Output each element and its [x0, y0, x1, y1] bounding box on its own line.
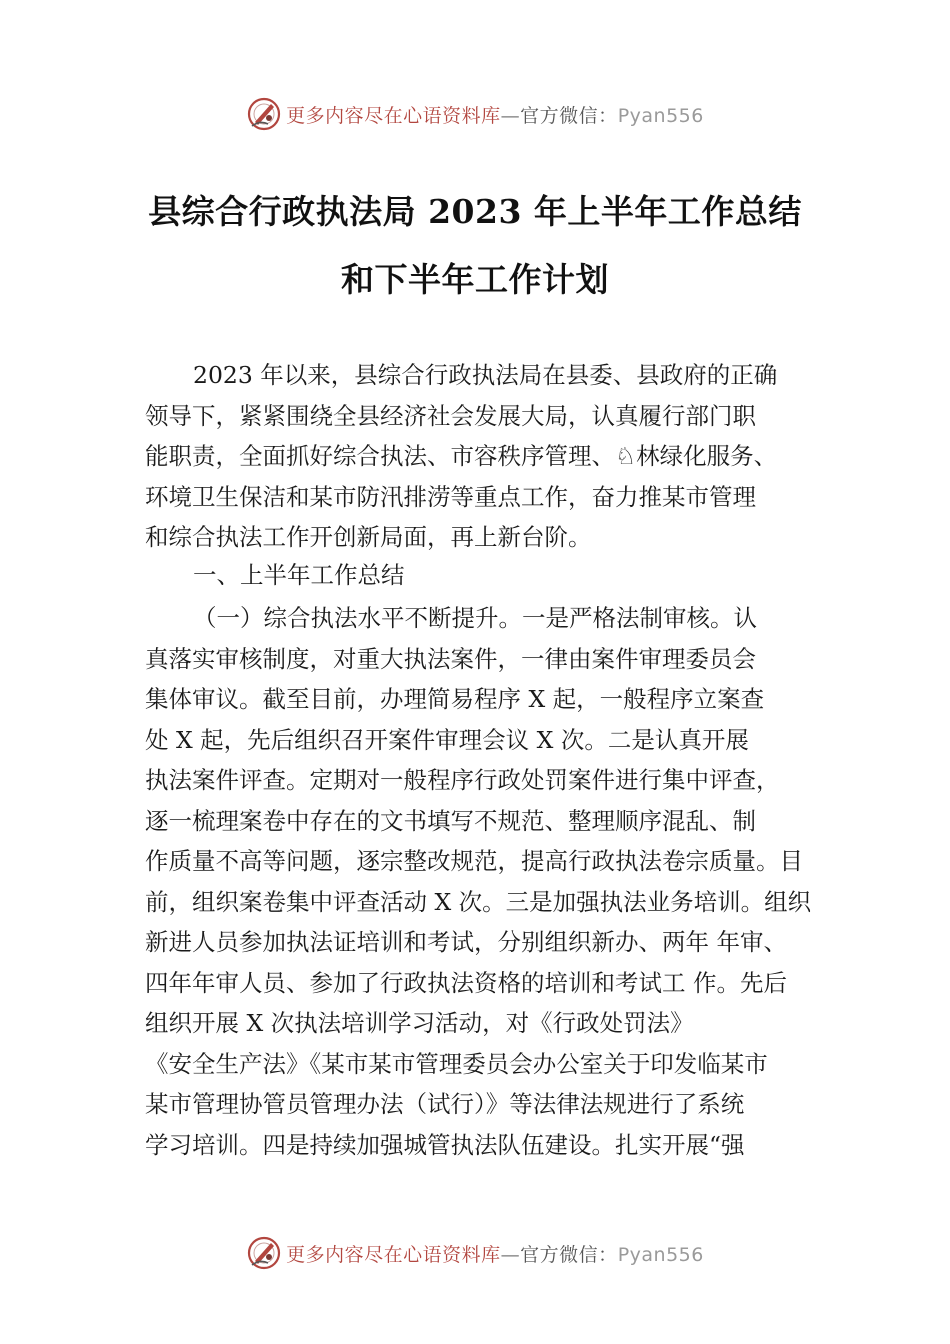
- section-heading: [145, 555, 845, 596]
- document-title-line2: 和下半年工作计划: [341, 260, 609, 299]
- text-line: 领导下，紧紧围绕全县经济社会发展大局，认真履行部门职: [145, 401, 756, 430]
- watermark-wechat-id: Pyan556: [617, 1243, 704, 1266]
- text-line: 处 X 起，先后组织召开案件审理会议 X 次。二是认真开展: [145, 725, 749, 754]
- text-line: 四年年审人员、参加了行政执法资格的培训和考试工 作。先后: [145, 968, 787, 997]
- watermark-label: 官方微信：: [520, 104, 618, 127]
- paragraph-law-enforcement: [145, 598, 845, 1165]
- text-line: 执法案件评查。定期对一般程序行政处罚案件进行集中评查，: [145, 766, 780, 794]
- text-line: 作质量不高等问题，逐宗整改规范，提高行政执法卷宗质量。目: [145, 847, 803, 875]
- text-line: 能职责，全面抓好综合执法、市容秩序管理、♘林绿化服务、: [145, 442, 778, 470]
- text-line: 新进人员参加执法证培训和考试，分别组织新办、两年 年审、: [145, 928, 787, 956]
- watermark-site: 更多内容尽在心语资料库: [286, 104, 501, 127]
- heading-text: 一、上半年工作总结: [193, 561, 405, 589]
- text-line: 前，组织案卷集中评查活动 X 次。三是加强执法业务培训。组织: [145, 887, 812, 916]
- watermark-label: 官方微信：: [520, 1243, 618, 1266]
- watermark-text: [286, 1240, 704, 1267]
- text-line: 2023 年以来，县综合行政执法局在县委、县政府的正确: [193, 361, 778, 389]
- watermark-dash: —: [500, 104, 521, 127]
- document-title-line1: 县综合行政执法局 2023 年上半年工作总结: [148, 192, 802, 231]
- watermark-site: 更多内容尽在心语资料库: [286, 1243, 501, 1266]
- watermark-dash: —: [500, 1243, 521, 1266]
- text-line: 《安全生产法》《某市某市管理委员会办公室关于印发临某市: [145, 1049, 768, 1078]
- text-line: 某市管理协管员管理办法（试行）》等法律法规进行了系统: [145, 1090, 745, 1118]
- watermark-banner-top: [0, 94, 950, 134]
- text-line: 和综合执法工作开创新局面，再上新台阶。: [145, 523, 592, 551]
- text-line: 环境卫生保洁和某市防汛排涝等重点工作，奋力推某市管理: [145, 482, 756, 511]
- watermark-wechat-id: Pyan556: [617, 104, 704, 127]
- paragraph-intro: [145, 355, 845, 558]
- text-line: （一）综合执法水平不断提升。一是严格法制审核。认: [193, 604, 757, 632]
- text-line: 真落实审核制度，对重大执法案件，一律由案件审理委员会: [145, 644, 756, 673]
- writing-hand-logo-icon: [246, 1235, 282, 1271]
- watermark-text: [286, 101, 704, 128]
- watermark-banner-bottom: [0, 1233, 950, 1273]
- text-line: 集体审议。截至目前，办理简易程序 X 起，一般程序立案查: [145, 685, 765, 713]
- text-line: 学习培训。四是持续加强城管执法队伍建设。扎实开展“强: [145, 1130, 745, 1159]
- writing-hand-logo-icon: [246, 96, 282, 132]
- text-line: 逐一梳理案卷中存在的文书填写不规范、整理顺序混乱、制: [145, 806, 756, 835]
- text-line: 组织开展 X 次执法培训学习活动，对《行政处罚法》: [145, 1009, 694, 1037]
